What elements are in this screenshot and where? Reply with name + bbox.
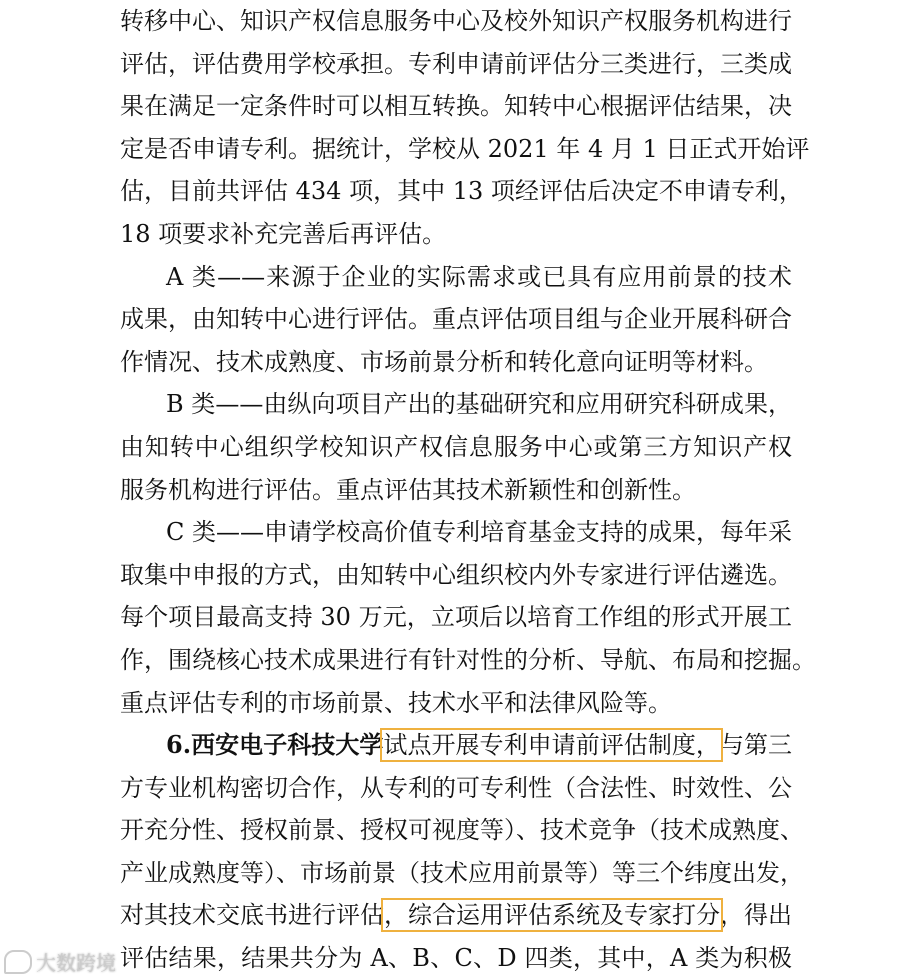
category-a-line: A 类——来源于企业的实际需求或已具有应用前景的技术 [166, 262, 792, 291]
text-line: 取集中申报的方式，由知转中心组织校内外专家进行评估遴选。 [120, 560, 792, 589]
text-line: 成果，由知转中心进行评估。重点评估项目组与企业开展科研合 [120, 305, 792, 334]
section-6-heading: 6.西安电子科技大学 [166, 730, 384, 760]
text-segment: ，得出 [720, 901, 792, 930]
text-line: 方专业机构密切合作，从专利的可专利性（合法性、时效性、公 [120, 773, 792, 802]
text-line: 作情况、技术成熟度、市场前景分析和转化意向证明等材料。 [120, 347, 768, 376]
text-line: 开充分性、授权前景、授权可视度等）、技术竞争（技术成熟度、 [120, 816, 804, 845]
text-line: 估，目前共评估 434 项，其中 13 项经评估后决定不申请专利， [120, 177, 803, 206]
highlight-box-1: 试点开展专利申请前评估制度， [383, 731, 720, 760]
text-segment: 与第三 [719, 731, 793, 760]
text-line: 作，围绕核心技术成果进行有针对性的分析、导航、布局和挖掘。 [120, 645, 816, 674]
text-line: 由知转中心组织学校知识产权信息服务中心或第三方知识产权 [120, 432, 792, 461]
watermark [4, 947, 116, 976]
text-segment: 对其技术交底书进行评估 [120, 901, 384, 930]
document-page [120, 0, 816, 980]
text-line: 18 项要求补充完善后再评估。 [120, 219, 447, 248]
watermark-text: 大数跨境 [36, 951, 116, 975]
text-line: 评估结果，结果共分为 A、B、C、D 四类，其中，A 类为积极 [120, 944, 792, 973]
text-line: 转移中心、知识产权信息服务中心及校外知识产权服务机构进行 [120, 7, 792, 35]
highlight-box-2: ，综合运用评估系统及专家打分 [384, 901, 720, 930]
text-line: 重点评估专利的市场前景、技术水平和法律风险等。 [120, 688, 672, 717]
watermark-logo-icon [4, 950, 32, 974]
text-line: 服务机构进行评估。重点评估其技术新颖性和创新性。 [120, 475, 696, 504]
text-line: 每个项目最高支持 30 万元，立项后以培育工作组的形式开展工 [120, 603, 792, 632]
category-c-line: C 类——申请学校高价值专利培育基金支持的成果，每年采 [166, 518, 792, 547]
category-b-line: B 类——由纵向项目产出的基础研究和应用研究科研成果， [166, 390, 792, 419]
text-line: 果在满足一定条件时可以相互转换。知转中心根据评估结果，决 [120, 92, 792, 121]
text-line: 定是否申请专利。据统计，学校从 2021 年 4 月 1 日正式开始评 [120, 134, 810, 163]
text-line: 评估，评估费用学校承担。专利申请前评估分三类进行，三类成 [120, 49, 792, 78]
section-6-heading-line [120, 724, 792, 767]
text-line: 产业成熟度等）、市场前景（技术应用前景等）等三个纬度出发， [120, 858, 804, 887]
highlight-line [120, 894, 792, 937]
